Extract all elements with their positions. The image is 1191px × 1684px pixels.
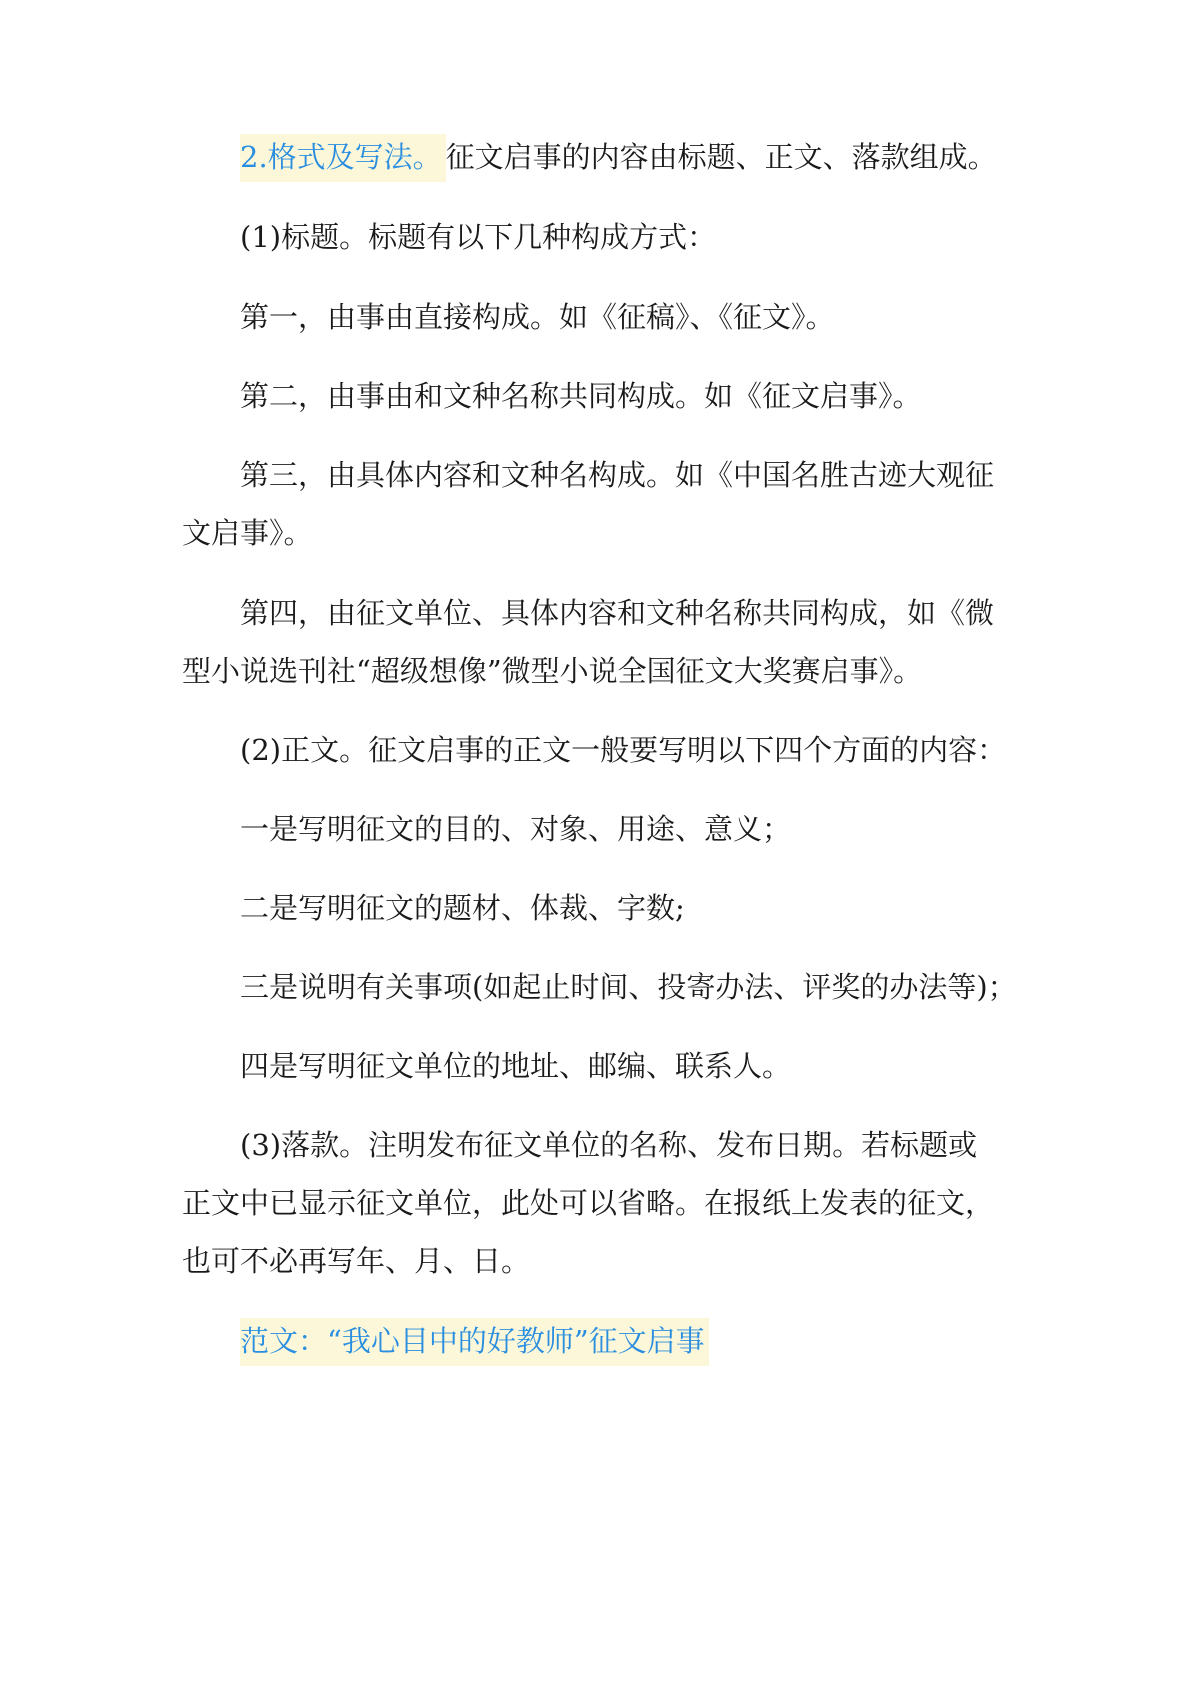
paragraph-first: 第一，由事由直接构成。如《征稿》、《征文》。 bbox=[240, 300, 835, 334]
paragraph-signature-line2: 正文中已显示征文单位，此处可以省略。在报纸上发表的征文， bbox=[182, 1186, 995, 1220]
paragraph-item-four: 四是写明征文单位的地址、邮编、联系人。 bbox=[240, 1049, 792, 1083]
section-heading-highlight: 2.格式及写法。 bbox=[240, 134, 446, 182]
paragraph-third-line2: 文启事》。 bbox=[182, 516, 313, 550]
paragraph-item-two: 二是写明征文的题材、体裁、字数; bbox=[240, 891, 685, 925]
paragraph-body-intro: (2)正文。征文启事的正文一般要写明以下四个方面的内容： bbox=[240, 733, 1007, 767]
paragraph-second: 第二，由事由和文种名称共同构成。如《征文启事》。 bbox=[240, 379, 922, 413]
paragraph-format bbox=[240, 128, 1012, 186]
paragraph-signature-line3: 也可不必再写年、月、日。 bbox=[182, 1244, 531, 1278]
paragraph-item-one: 一是写明征文的目的、对象、用途、意义； bbox=[240, 812, 792, 846]
paragraph-text: 征文启事的内容由标题、正文、落款组成。 bbox=[445, 140, 997, 174]
paragraph-title-intro: (1)标题。标题有以下几种构成方式： bbox=[240, 220, 717, 254]
paragraph-fourth-line2: 型小说选刊社“超级想像”微型小说全国征文大奖赛启事》。 bbox=[182, 654, 923, 688]
paragraph-fourth-line1: 第四，由征文单位、具体内容和文种名称共同构成，如《微 bbox=[240, 596, 995, 630]
paragraph-item-three: 三是说明有关事项(如起止时间、投寄办法、评奖的办法等)； bbox=[240, 970, 1017, 1004]
paragraph-sample-title bbox=[240, 1312, 1012, 1370]
sample-title-highlight: 范文：“我心目中的好教师”征文启事 bbox=[240, 1318, 709, 1366]
paragraph-signature-line1: (3)落款。注明发布征文单位的名称、发布日期。若标题或 bbox=[240, 1128, 978, 1162]
paragraph-third-line1: 第三，由具体内容和文种名构成。如《中国名胜古迹大观征 bbox=[240, 458, 995, 492]
